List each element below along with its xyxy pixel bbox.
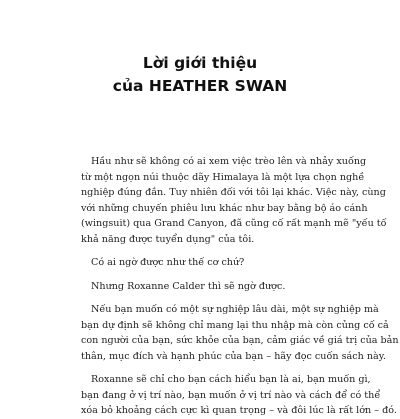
text-line: nghiệp đúng đắn. Tuy nhiên đối với tôi lại khác. Việc này, cùng <box>81 187 386 198</box>
paragraph <box>81 302 399 364</box>
text-line: Roxanne sẽ chỉ cho bạn cách hiểu bạn là ai, bạn muốn gì, <box>91 374 371 385</box>
text-line: thân, mục đích và hạnh phúc của bạn – hãy đọc cuốn sách này. <box>81 350 386 362</box>
text-line: từ một ngọn núi thuộc dãy Himalaya là một lựa chọn nghề <box>81 171 365 183</box>
text-line: Nếu bạn muốn có một sự nghiệp lâu dài, một sự nghiệp mà <box>91 304 379 315</box>
text-line: Hầu như sẽ không có ai xem việc trèo lên và nhảy xuống <box>91 156 367 167</box>
text-line: khả năng được tuyển dụng" của tôi. <box>81 233 255 245</box>
paragraph <box>81 279 335 295</box>
body-text <box>81 154 399 419</box>
chapter-heading <box>0 52 400 98</box>
paragraph <box>81 255 335 271</box>
paragraph <box>81 154 387 247</box>
text-line: Nhưng Roxanne Calder thì sẽ ngờ được. <box>91 280 286 292</box>
heading-line-1: Lời giới thiệu <box>142 54 258 72</box>
text-line: Có ai ngờ được như thế cơ chứ? <box>91 257 245 268</box>
text-line: bạn đang ở vị trí nào, bạn muốn ở vị trí nào và cách để có thể <box>81 389 381 401</box>
heading-line-2: của HEATHER SWAN <box>112 77 288 95</box>
text-line: với những chuyến phiêu lưu khác như bay bằng bộ áo cánh <box>81 202 368 214</box>
paragraph <box>81 372 397 419</box>
text-line: bạn dự định sẽ không chỉ mang lại thu nhập mà còn củng cố cả <box>81 319 389 331</box>
text-line: (wingsuit) qua Grand Canyon, đã cũng cố rất mạnh mẽ "yếu tố <box>81 218 387 229</box>
text-line: xóa bỏ khoảng cách cực kì quan trọng – và đôi lúc là rất lớn – đó. <box>81 405 397 416</box>
text-line: con người của bạn, sức khỏe của bạn, cảm giác về giá trị của bản <box>81 335 399 346</box>
